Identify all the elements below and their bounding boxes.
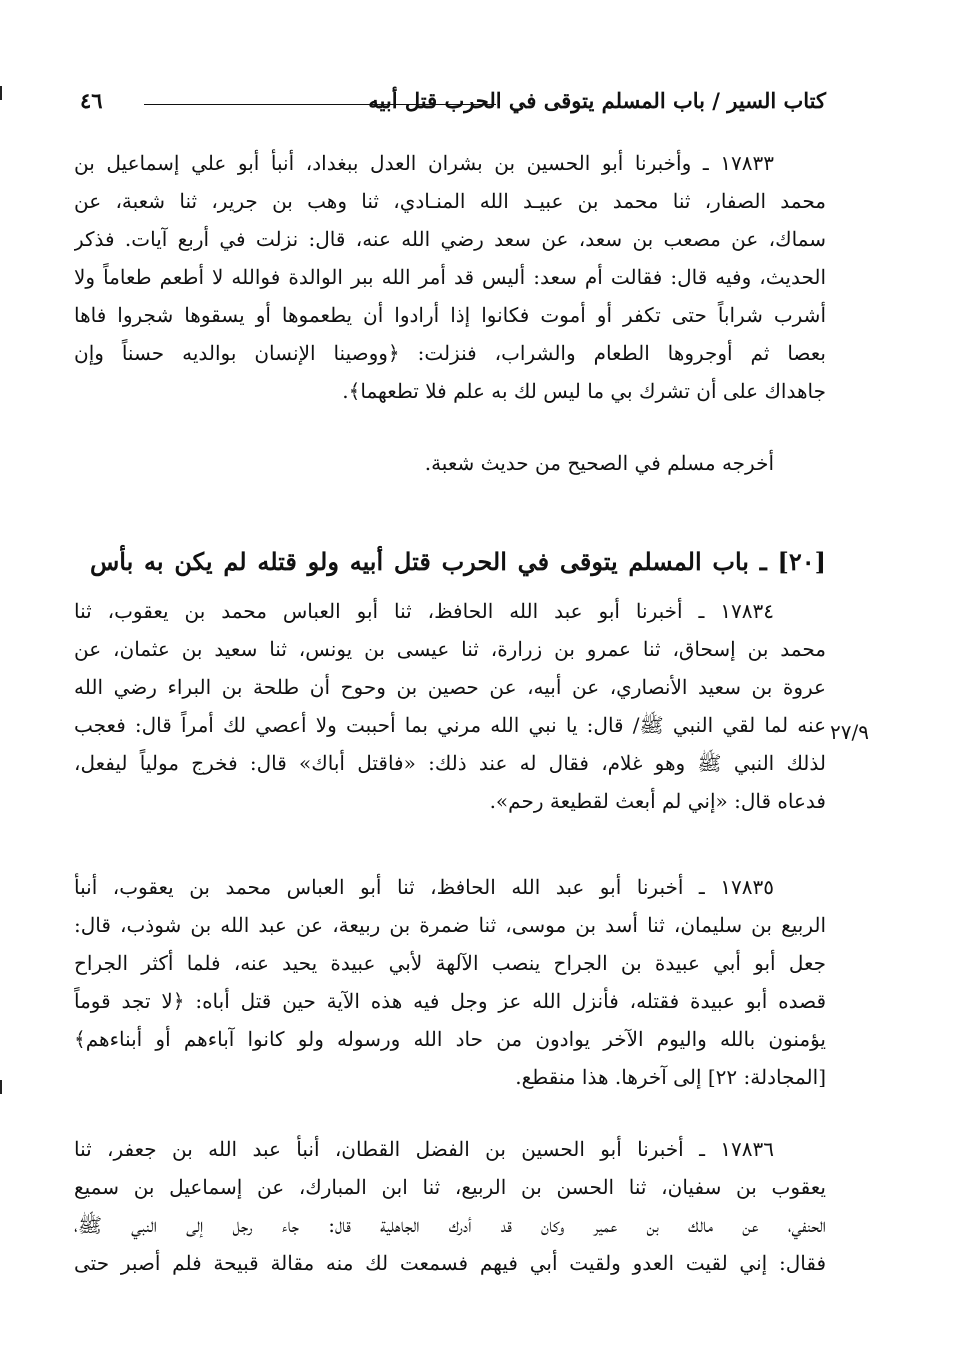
scan-edge-mark (0, 86, 8, 100)
text-line: أشرب شراباً حتى تكفر أو أموت فكانوا إذا أرادوا أن يطعموها أو يسقوها شجروا فاها (74, 303, 826, 327)
text-line: محمد الصفار، ثنا محمد بن عبيـد الله المنـادي، ثنا وهب بن جرير، ثنا شعبة، عن (74, 189, 826, 213)
text-line: جعل أبو أبي عبيدة بن الجراح ينصب الآلهة لأبي عبيدة يحيد عنه، فلما أكثر الجراح (74, 951, 826, 975)
text-line: ١٧٨٣٤ ـ أخبرنا أبو عبد الله الحافظ، ثنا أبو العباس محمد بن يعقوب، ثنا (74, 599, 774, 623)
text-line: الحديث، وفيه قال: فقالت أم سعد: أليس قد أمر الله ببر الوالدة فوالله لا أطعم طعاماً ولا (74, 265, 826, 289)
text-line: الربيع بن سليمان، ثنا أسد بن موسى، ثنا ضمرة بن ربيعة، عن عبد الله بن شوذب، قال: (74, 913, 826, 937)
text-line: ١٧٨٣٦ ـ أخبرنا أبو الحسين بن الفضل القطان، أنبأ عبد الله بن جعفر، ثنا (74, 1137, 774, 1161)
header-rule (144, 104, 496, 105)
hadith-17836 (74, 1130, 826, 1282)
text-line: فدعاه قال: «إني لم أبعث لقطيعة رحم». (489, 789, 826, 813)
text-line: بعصا ثم أوجروها الطعام والشراب، فنزلت: ﴿ووصينا الإنسان بوالديه حسناً وإن (74, 341, 826, 365)
text-line: يعقوب بن سفيان، ثنا الحسن بن الربيع، ثنا ابن المبارك، عن إسماعيل بن سميع (74, 1175, 826, 1199)
header-title: كتاب السير / باب المسلم يتوقى في الحرب قتل أبيه (368, 88, 826, 113)
running-header (66, 86, 826, 120)
text-line: أخرجه مسلم في الصحيح من حديث شعبة. (424, 451, 774, 475)
hadith-17833 (74, 144, 826, 410)
text-line: يؤمنون بالله واليوم الآخر يوادون من حاد الله ورسوله ولو كانوا آباءهم أو أبناءهم﴾ (74, 1027, 826, 1051)
text-line: محمد بن إسحاق، ثنا عمرو بن زرارة، ثنا عيسى بن يونس، ثنا سعيد بن عثمان، عن (74, 637, 826, 661)
text-line: الحنفي، عن مالك بن عمير وكان قد أدرك الجاهلية قال: جاء رجل إلى النبي ﷺ، (74, 1213, 826, 1237)
page-number: ٤٦ (80, 88, 103, 113)
text-line: لذلك النبي ﷺ وهو غلام، فقال له عند ذلك: «فاقتل أباك» قال: فخرج مولياً ليفعل، (74, 751, 826, 775)
margin-reference: ٢٧/٩ (830, 720, 869, 744)
text-line: سماك، عن مصعب بن سعد، عن سعد رضي الله عنه، قال: نزلت في أربع آيات. فذكر (74, 227, 826, 251)
hadith-17835 (74, 868, 826, 1096)
scan-edge-mark (0, 1080, 8, 1094)
text-line: ١٧٨٣٣ ـ وأخبرنا أبو الحسين بن بشران العدل ببغداد، أنبأ أبو علي إسماعيل بن (74, 151, 774, 175)
text-line: عروة بن سعيد الأنصاري، عن أبيه، عن حصين بن وحوح أن طلحة بن البراء رضي الله (74, 675, 826, 699)
takhrij-note (74, 444, 826, 482)
chapter-heading (90, 542, 826, 582)
text-line: ١٧٨٣٥ ـ أخبرنا أبو عبد الله الحافظ، ثنا أبو العباس محمد بن يعقوب، أنبأ (74, 875, 774, 899)
text-line: فقال: إني لقيت العدو ولقيت أبي فيهم فسمعت لك منه مقالة قبيحة فلم أصبر حتى (74, 1251, 826, 1275)
hadith-17834 (74, 592, 826, 820)
chapter-heading-text: [٢٠] ـ باب المسلم يتوقى في الحرب قتل أبيه ولو قتله لم يكن به بأس (90, 547, 826, 576)
text-line: قصده أبو عبيدة فقتله، فأنزل الله عز وجل فيه هذه الآية حين قتل أباه: ﴿لا تجد قوماً (74, 989, 826, 1013)
text-line: جاهداك على أن تشرك بي ما ليس لك به علم فلا تطعهما﴾. (342, 379, 826, 403)
text-line: [المجادلة: ٢٢] إلى آخرها. هذا منقطع. (515, 1065, 826, 1089)
text-line: عنه لما لقي النبي ﷺ/ قال: يا نبي الله مرني بما أحببت ولا أعصي لك أمراً قال: فعجب (74, 713, 826, 737)
